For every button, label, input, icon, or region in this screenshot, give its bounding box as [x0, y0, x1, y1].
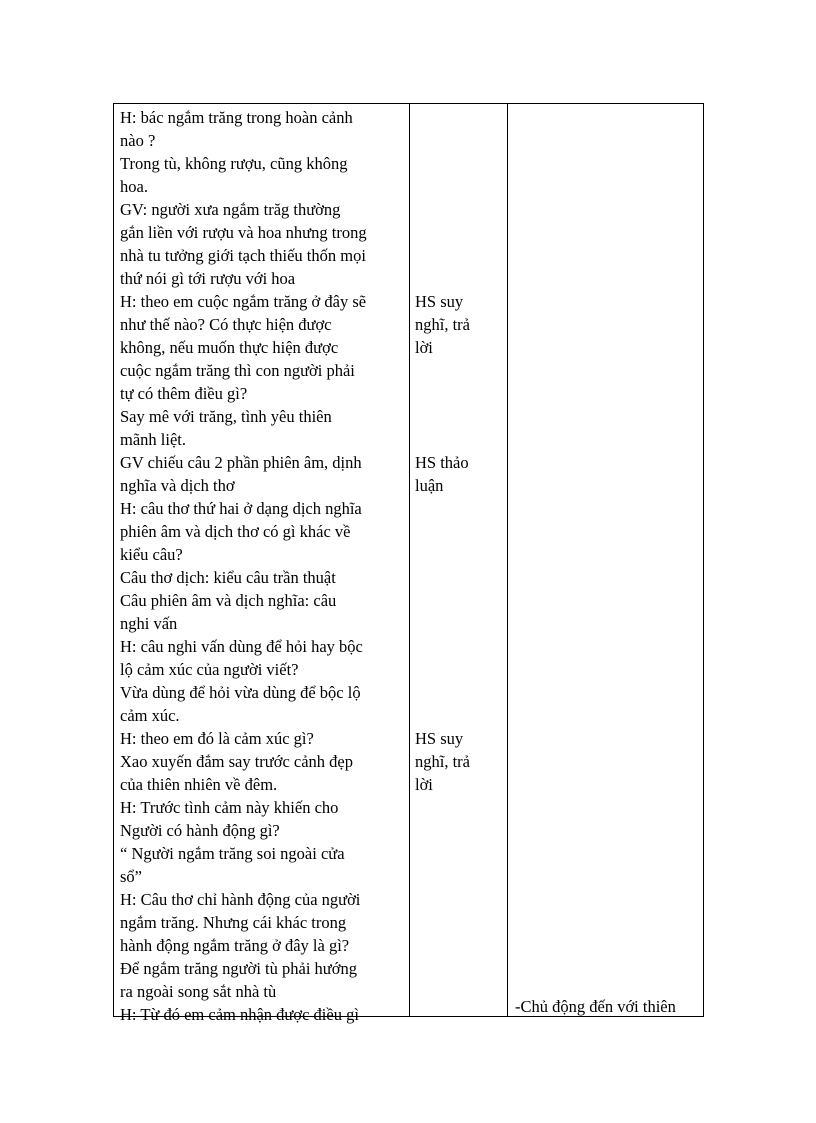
- student-activity-note: [415, 290, 470, 359]
- content-column: [508, 104, 703, 1016]
- text-line: cảm xúc.: [120, 706, 180, 725]
- student-activity-note: [415, 451, 469, 497]
- text-line: lời: [415, 338, 433, 357]
- text-line: cuộc ngắm trăng thì con người phải: [120, 361, 355, 380]
- text-line: sổ”: [120, 867, 142, 886]
- text-line: H: theo em đó là cảm xúc gì?: [120, 729, 314, 748]
- text-line: Để ngắm trăng người tù phải hướng: [120, 959, 357, 978]
- text-line: nào ?: [120, 131, 156, 150]
- text-line: HS suy: [415, 292, 464, 311]
- text-line: H: theo em cuộc ngắm trăng ở đây sẽ: [120, 292, 367, 311]
- text-line: không, nếu muốn thực hiện được: [120, 338, 339, 357]
- text-line: H: Câu thơ chỉ hành động của người: [120, 890, 361, 909]
- text-line: luận: [415, 476, 444, 495]
- text-line: H: Trước tình cảm này khiến cho: [120, 798, 339, 817]
- student-activity-column: [410, 104, 507, 1016]
- text-line: ra ngoài song sắt nhà tù: [120, 982, 277, 1001]
- lesson-table: [113, 103, 704, 1024]
- text-line: mãnh liệt.: [120, 430, 186, 449]
- text-line: nghĩ, trả: [415, 315, 470, 334]
- text-line: hoa.: [120, 177, 148, 196]
- text-line: của thiên nhiên về đêm.: [120, 775, 278, 794]
- content-note: [515, 995, 676, 1018]
- text-line: H: câu thơ thứ hai ở dạng dịch nghĩa: [120, 499, 362, 518]
- text-line: nghĩa và dịch thơ: [120, 476, 235, 495]
- text-line: H: câu nghi vấn dùng để hỏi hay bộc: [120, 637, 363, 656]
- text-line: lời: [415, 775, 433, 794]
- text-line: kiểu câu?: [120, 545, 183, 564]
- teacher-activity-column: [114, 104, 409, 1024]
- text-line: -Chủ động đến với thiên: [515, 997, 676, 1016]
- text-line: H: bác ngắm trăng trong hoàn cảnh: [120, 108, 353, 127]
- text-line: Câu thơ dịch: kiểu câu trần thuật: [120, 568, 336, 587]
- text-line: phiên âm và dịch thơ có gì khác về: [120, 522, 351, 541]
- text-line: Người có hành động gì?: [120, 821, 280, 840]
- text-line: như thế nào? Có thực hiện được: [120, 315, 332, 334]
- student-activity-note: [415, 727, 470, 796]
- text-line: HS suy: [415, 729, 464, 748]
- text-line: HS thảo: [415, 453, 469, 472]
- text-line: thứ nói gì tới rượu với hoa: [120, 269, 296, 288]
- text-line: lộ cảm xúc của người viết?: [120, 660, 299, 679]
- text-line: “ Người ngắm trăng soi ngoài cửa: [120, 844, 345, 863]
- text-line: tự có thêm điều gì?: [120, 384, 248, 403]
- text-line: gắn liền với rượu và hoa nhưng trong: [120, 223, 367, 242]
- text-line: ngắm trăng. Nhưng cái khác trong: [120, 913, 347, 932]
- text-line: nhà tu tưởng giới tạch thiếu thốn mọi: [120, 246, 366, 265]
- text-line: nghĩ, trả: [415, 752, 470, 771]
- text-line: GV: người xưa ngắm trăg thường: [120, 200, 341, 219]
- text-line: Trong tù, không rượu, cũng không: [120, 154, 348, 173]
- text-line: Câu phiên âm và dịch nghĩa: câu: [120, 591, 337, 610]
- text-line: Vừa dùng để hỏi vừa dùng để bộc lộ: [120, 683, 361, 702]
- text-line: Say mê với trăng, tình yêu thiên: [120, 407, 332, 426]
- text-line: H: Từ đó em cảm nhận được điều gì: [120, 1005, 359, 1024]
- text-line: GV chiếu câu 2 phần phiên âm, dịnh: [120, 453, 362, 472]
- text-line: nghi vấn: [120, 614, 178, 633]
- text-line: hành động ngắm trăng ở đây là gì?: [120, 936, 350, 955]
- text-line: Xao xuyến đắm say trước cảnh đẹp: [120, 752, 354, 771]
